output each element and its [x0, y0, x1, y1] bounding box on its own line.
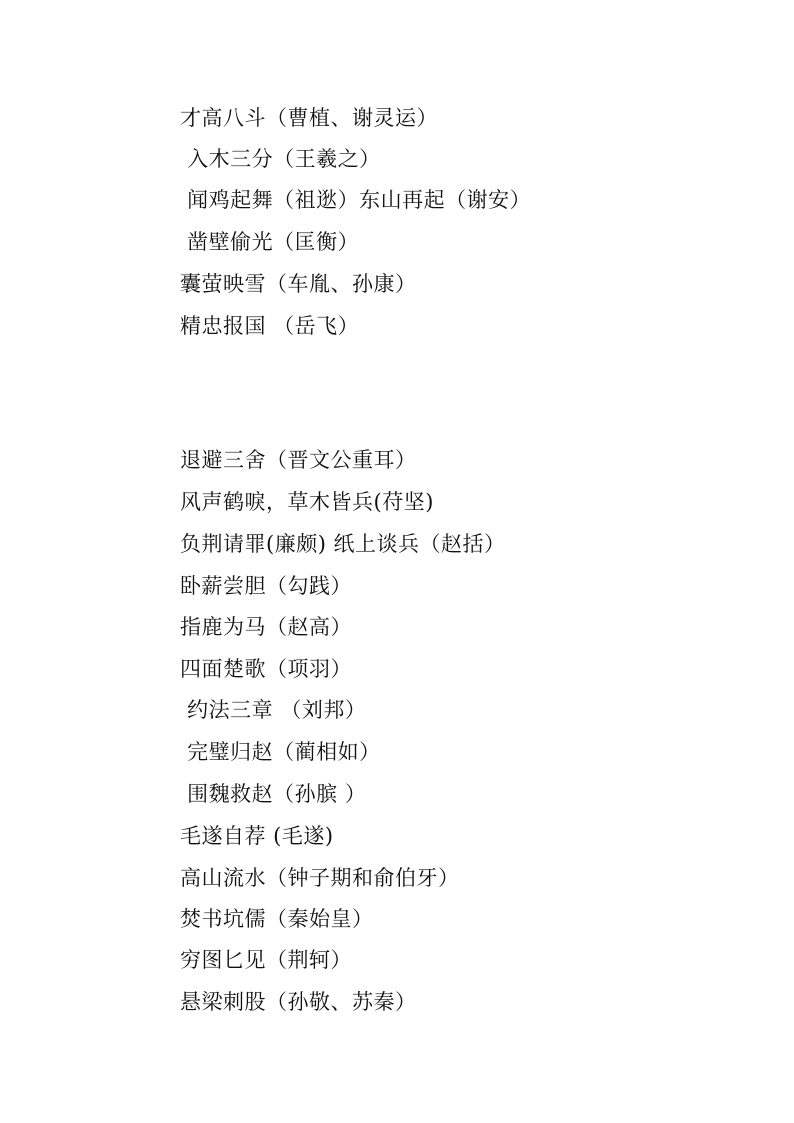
- idiom-line: 闻鸡起舞（祖逖）东山再起（谢安）: [180, 188, 532, 212]
- idiom-line: 风声鹤唳，草木皆兵(苻坚): [180, 490, 434, 514]
- idiom-line: 穷图匕见（荆轲）: [180, 948, 352, 972]
- idiom-line: 围魏救赵（孙膑 ）: [180, 782, 367, 806]
- idiom-line: 卧薪尝胆（勾践）: [180, 574, 352, 598]
- idiom-line: 入木三分（王羲之）: [180, 147, 381, 171]
- idiom-line: 完璧归赵（蔺相如）: [180, 740, 381, 764]
- idiom-line: 凿壁偷光（匡衡）: [180, 230, 360, 254]
- idiom-line: 约法三章 （刘邦）: [180, 698, 367, 722]
- idiom-line: 四面楚歌（项羽）: [180, 657, 352, 681]
- idiom-line: 高山流水（钟子期和俞伯牙）: [180, 866, 460, 890]
- idiom-line: 囊萤映雪（车胤、孙康）: [180, 272, 417, 296]
- idiom-line: 精忠报国 （岳飞）: [180, 314, 360, 338]
- idiom-line: 焚书坑儒（秦始皇）: [180, 907, 374, 931]
- idiom-line: 退避三舍（晋文公重耳）: [180, 448, 417, 472]
- idiom-line: 才高八斗（曹植、谢灵运）: [180, 106, 438, 130]
- idiom-line: 毛遂自荐 (毛遂): [180, 824, 334, 848]
- idiom-line: 悬梁刺股（孙敬、苏秦）: [180, 990, 417, 1014]
- idiom-line: 指鹿为马（赵高）: [180, 615, 352, 639]
- idiom-line: 负荆请罪(廉颇) 纸上谈兵（赵括）: [180, 532, 506, 556]
